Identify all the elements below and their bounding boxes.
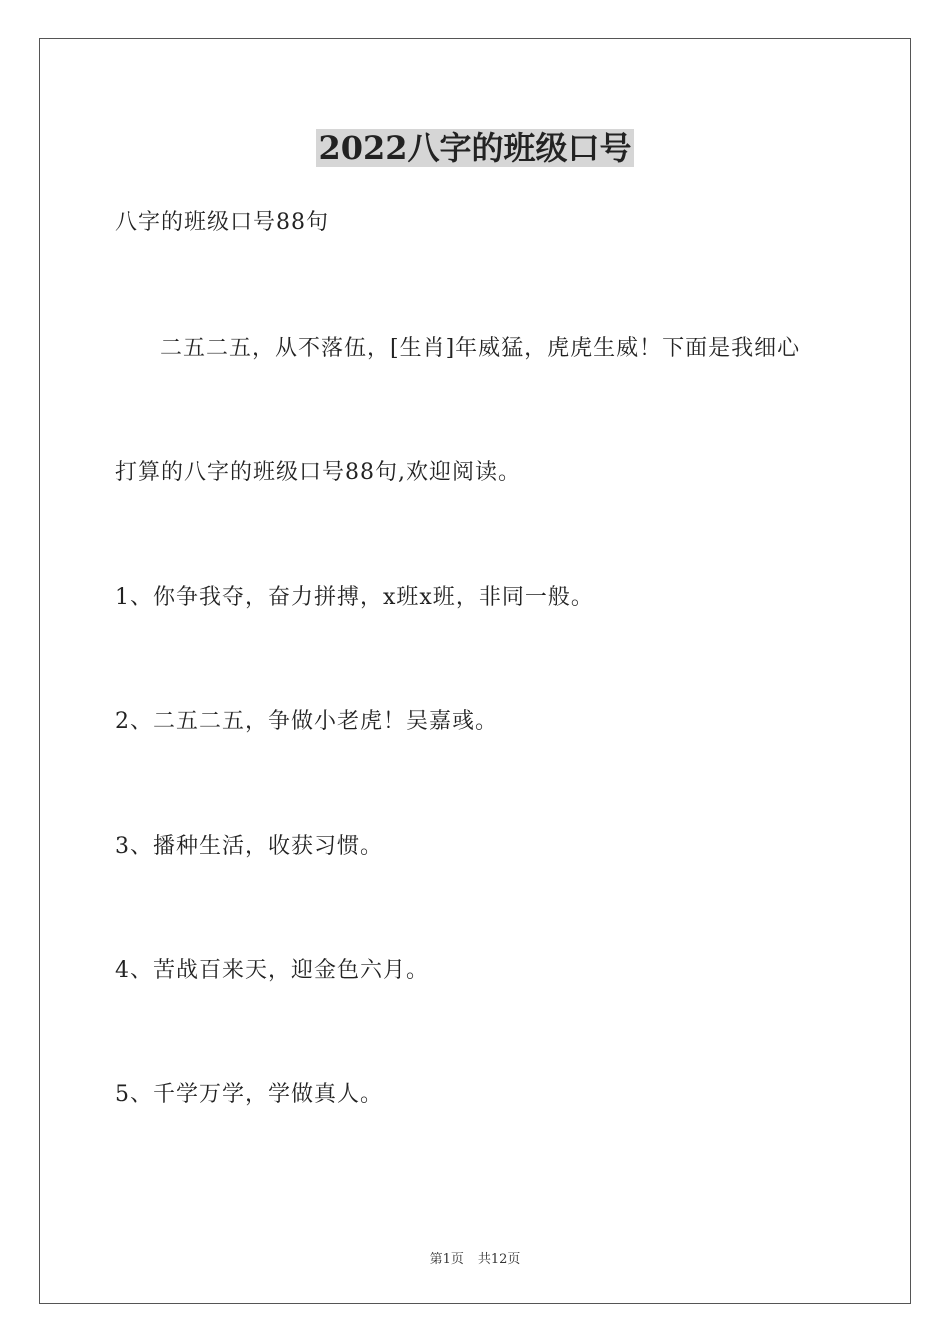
page-number: 第1页 <box>429 1252 464 1267</box>
page-total: 共12页 <box>477 1252 521 1267</box>
slogan-item-1: 1、你争我夺，奋力拼搏，x班x班，非同一般。 <box>115 585 594 610</box>
intro-paragraph-line-2: 打算的八字的班级口号88句,欢迎阅读。 <box>115 460 521 485</box>
page-footer <box>0 1248 950 1267</box>
document-title <box>0 128 950 168</box>
slogan-item-2: 2、二五二五，争做小老虎！吴嘉彧。 <box>115 709 498 734</box>
slogan-item-3: 3、播种生活，收获习惯。 <box>115 834 383 859</box>
document-subtitle: 八字的班级口号88句 <box>115 210 329 235</box>
intro-paragraph-line-1: 二五二五，从不落伍，[生肖]年威猛，虎虎生威！下面是我细心 <box>160 336 801 361</box>
slogan-item-4: 4、苦战百来天，迎金色六月。 <box>115 958 429 983</box>
slogan-item-5: 5、千学万学，学做真人。 <box>115 1082 383 1107</box>
document-title-text: 2022八字的班级口号 <box>318 129 632 167</box>
